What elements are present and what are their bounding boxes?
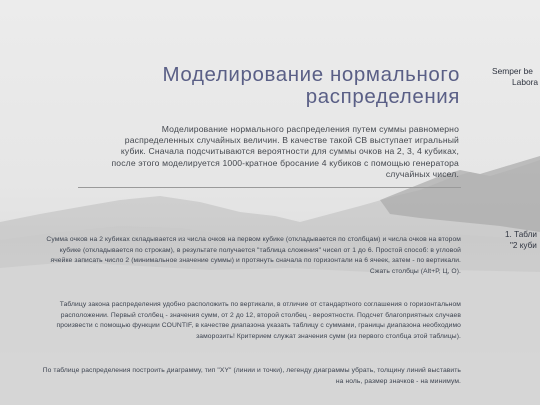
body-paragraph-1: Сумма очков на 2 кубиках складывается из числа очков на первом кубике (откладывается по столбцам) и числа очков на втором кубике (откладывается по строкам), в результате получается "таблица сложения" чисел от 1 до 6. Простой способ: в угловой ячейке записать число 2 (минимальное значение суммы) и протянуть сначала по горизонтали на 6 ячеек, затем - по вертикали. Сжать столбцы (Alt+Р, Ц, О).: [46, 236, 461, 275]
intro-paragraph: Моделирование нормального распределения путем суммы равномерно распределенных случайных величин. В качестве такой СВ выступает игральный кубик. Сначала подсчитываются вероятности для суммы очков на 2, 3, 4 кубиках, после этого моделируется 1000-кратное бросание 4 кубиков с помощью генератора случайных чисел.: [111, 124, 459, 179]
side-list-line-2: "2 куби: [510, 241, 537, 250]
body-paragraph-2: Таблицу закона распределения удобно расположить по вертикали, в отличие от стандартного соглашения о горизонтальном расположении. Первый столбец - значения сумм, от 2 до 12, второй столбец - вероятности. Подсчет благоприятных случаев произвести с помощью функции COUNTIF, в качестве диапазона указать таблицу с суммами, границы диапазона необходимо заморозить! Критерием служат значения сумм (из первого столбца этой таблицы).: [56, 301, 461, 340]
side-motto-line-2: Labora: [512, 76, 539, 87]
side-list-line-1: 1. Табли: [505, 230, 537, 239]
slide-title: Моделирование нормального распределения: [162, 63, 460, 108]
side-list: [505, 229, 540, 251]
body-paragraph-3: По таблице распределения построить диаграмму, тип "XY" (линии и точки), легенду диаграммы убрать, толщину линий выставить на ноль, размер значков - на минимум.: [42, 367, 461, 385]
divider: [78, 187, 461, 188]
side-motto-line-1: Semper be: [492, 66, 533, 76]
side-motto: [492, 66, 540, 87]
